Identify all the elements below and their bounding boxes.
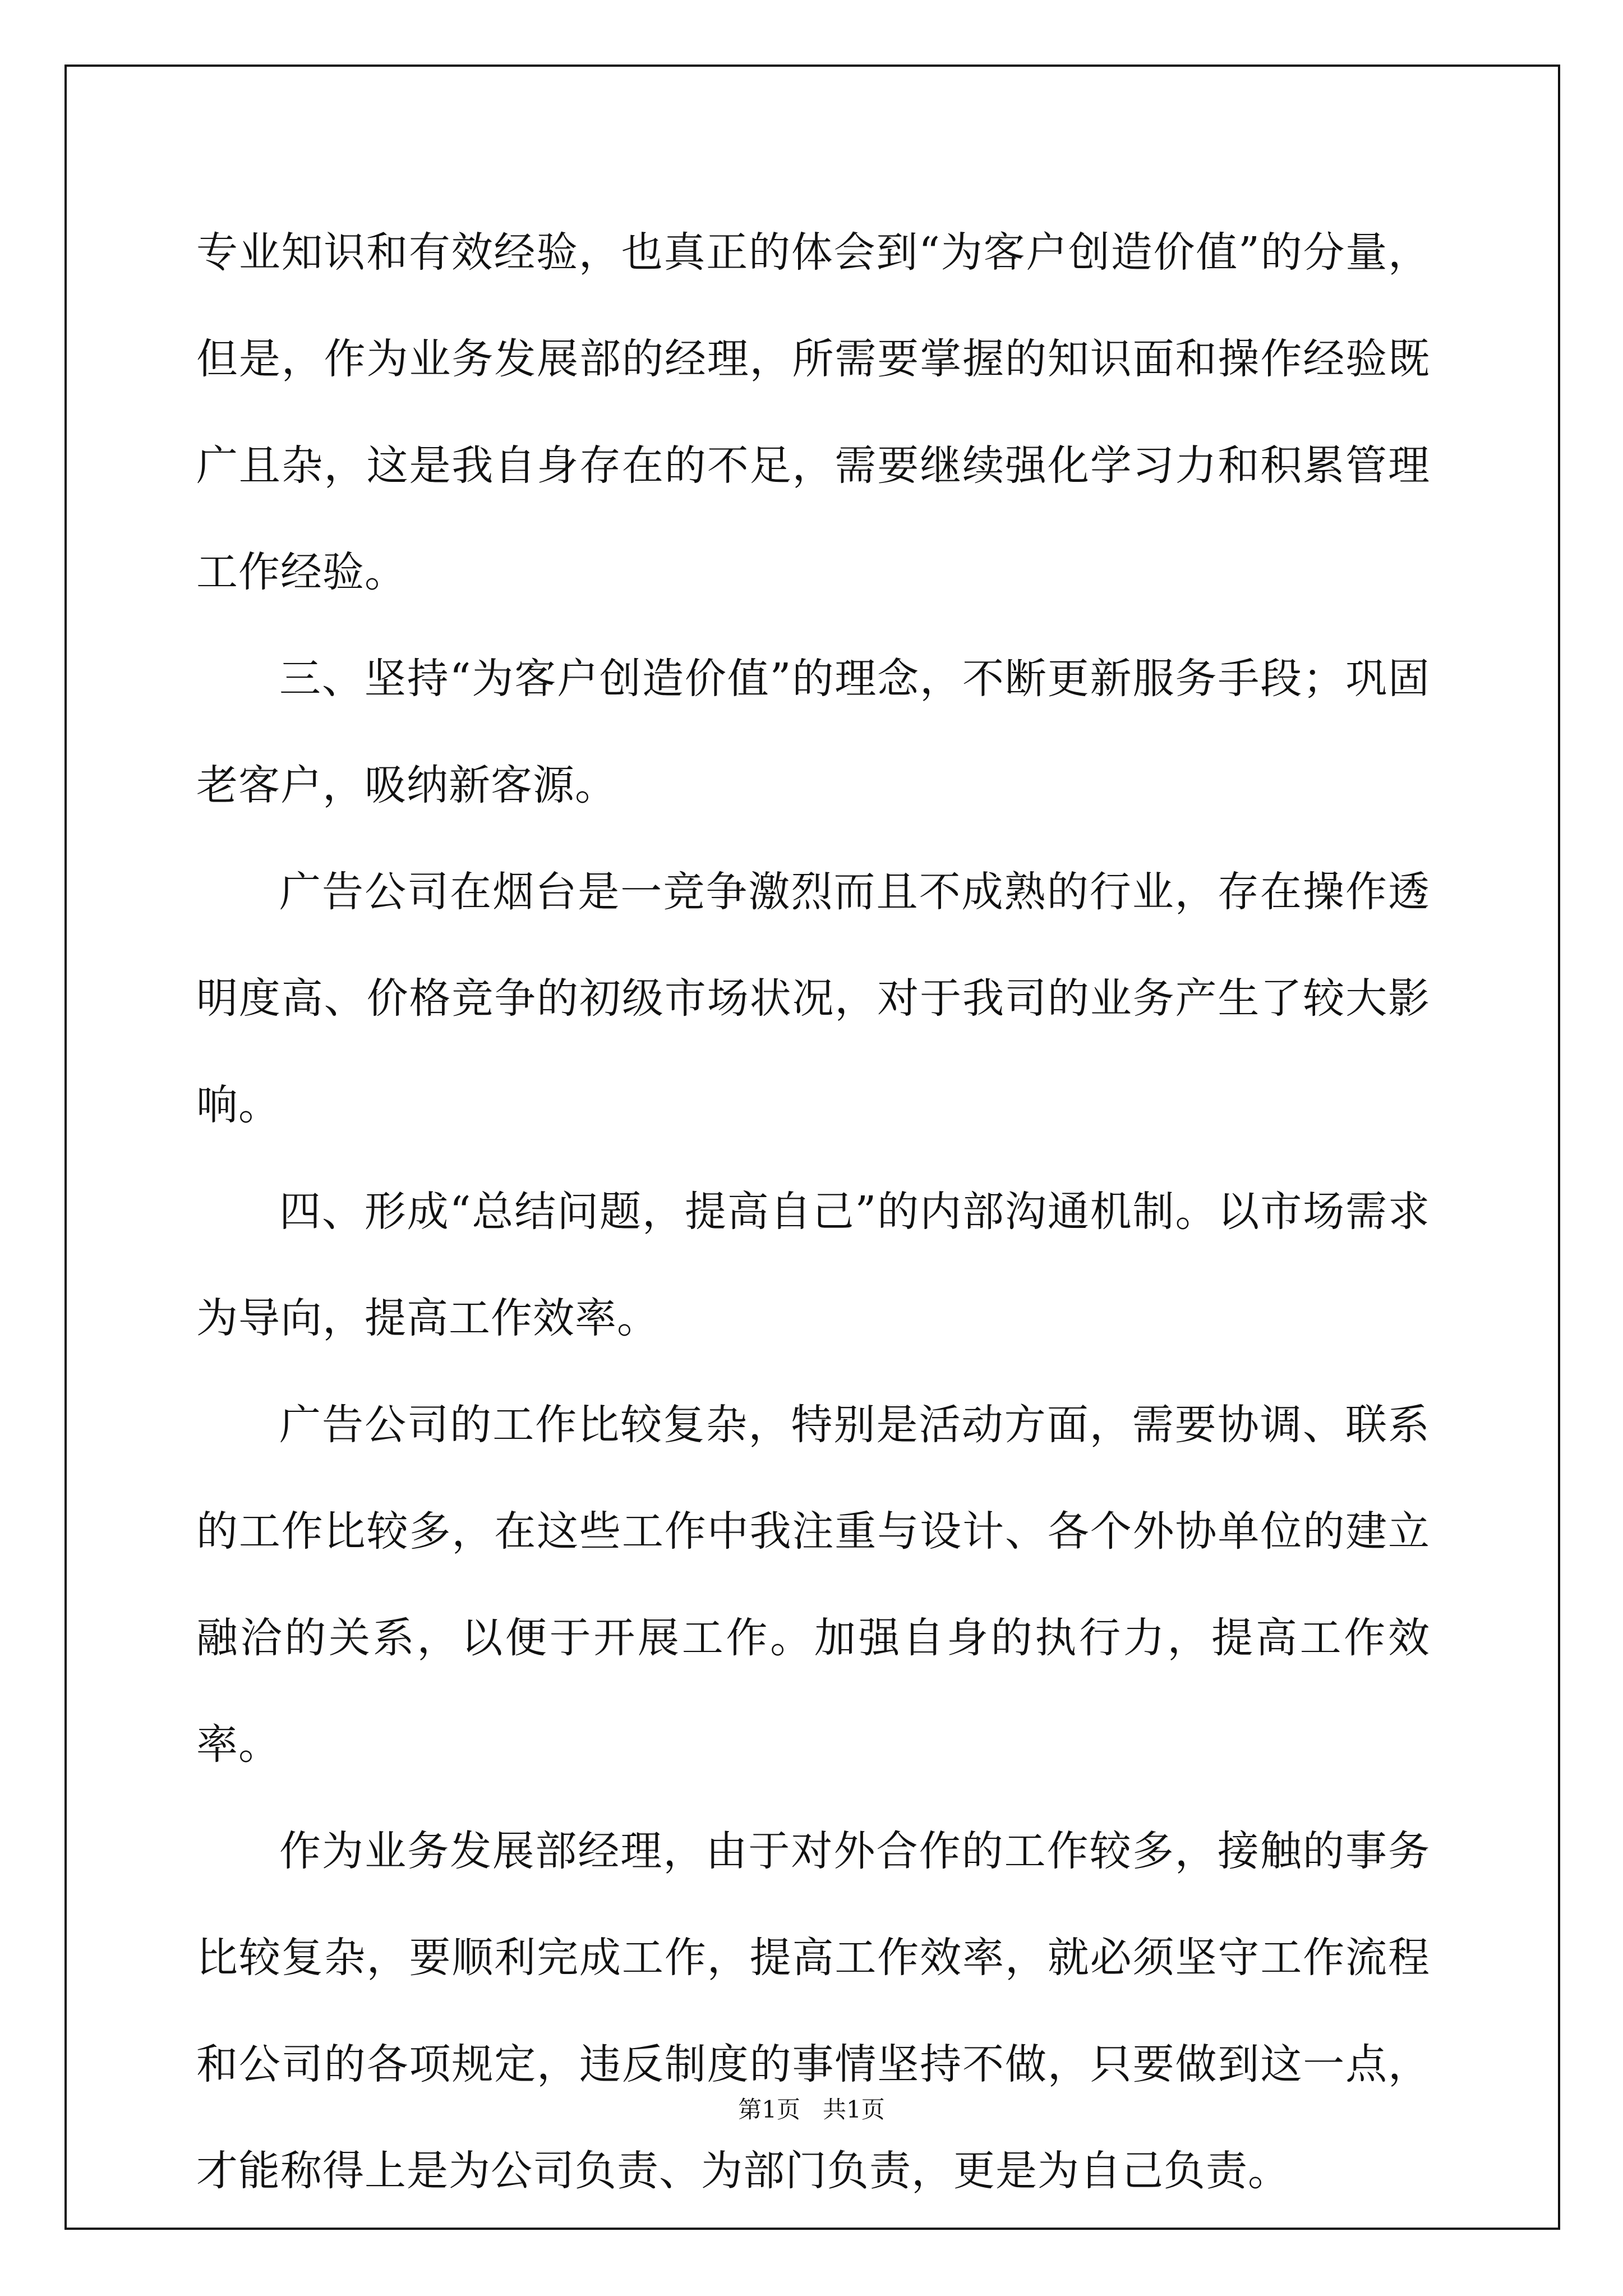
page-current: 第1页 bbox=[738, 2096, 800, 2123]
paragraph-2: 三、坚持“为客户创造价值”的理念，不断更新服务手段；巩固老客户，吸纳新客源。 bbox=[196, 655, 1430, 809]
paragraph-4: 四、形成“总结问题，提高自己”的内部沟通机制。以市场需求为导向，提高工作效率。 bbox=[196, 1188, 1430, 1342]
document-body bbox=[196, 199, 1430, 2224]
paragraph-1: 专业知识和有效经验，也真正的体会到“为客户创造价值”的分量，但是，作为业务发展部的经理，所需要掌握的知识面和操作经验既广且杂，这是我自身存在的不足，需要继续强化学习力和积累管理工作经验。 bbox=[196, 228, 1430, 596]
paragraph-6: 作为业务发展部经理，由于对外合作的工作较多，接触的事务比较复杂，要顺利完成工作，提高工作效率，就必须坚守工作流程和公司的各项规定，违反制度的事情坚持不做，只要做到这一点，才能称得上是为公司负责、为部门负责，更是为自己负责。 bbox=[196, 1827, 1430, 2195]
paragraph-5: 广告公司的工作比较复杂，特别是活动方面，需要协调、联系的工作比较多，在这些工作中我注重与设计、各个外协单位的建立融洽的关系，以便于开展工作。加强自身的执行力，提高工作效率。 bbox=[196, 1401, 1430, 1769]
page-total: 共1页 bbox=[823, 2096, 885, 2123]
paragraph-3: 广告公司在烟台是一竞争激烈而且不成熟的行业，存在操作透明度高、价格竞争的初级市场状况，对于我司的业务产生了较大影响。 bbox=[196, 868, 1430, 1129]
page-footer bbox=[0, 2091, 1623, 2125]
